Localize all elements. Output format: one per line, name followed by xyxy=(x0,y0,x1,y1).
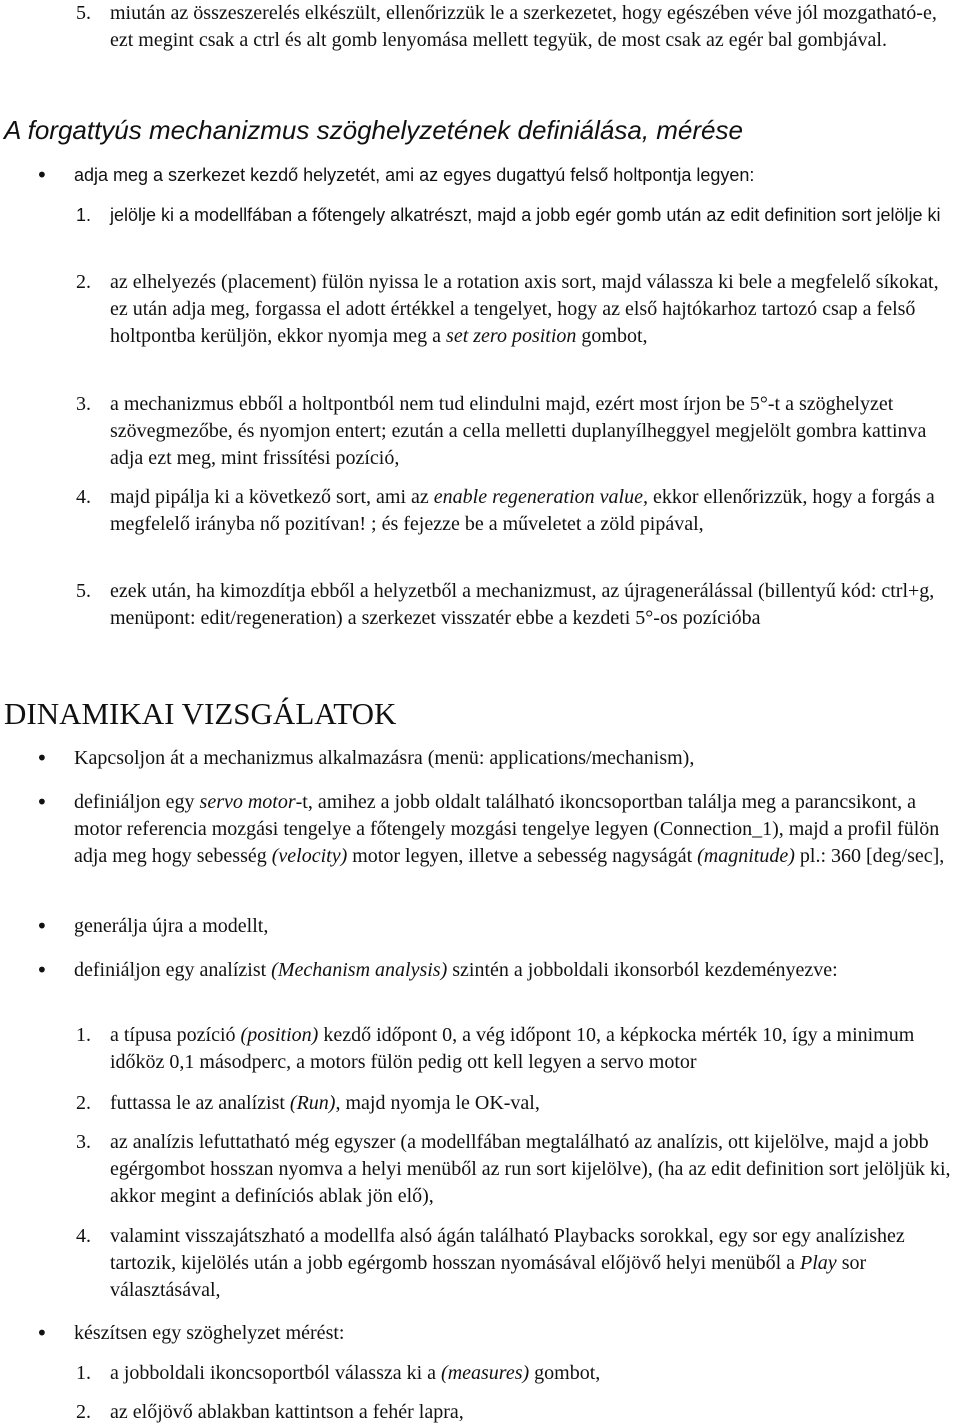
list-text xyxy=(110,484,955,538)
list-item xyxy=(0,1129,960,1210)
list-text: a mechanizmus ebből a holtpontból nem tud elindulni majd, ezért most írjon be 5°-t a szöghelyzet szövegmezőbe, és nyomjon entert; ezután a cella melletti duplanyílheggyel megjelölt gombra kattinva adja ezt meg, mint frissítési pozíció, xyxy=(110,393,927,469)
bullet-item xyxy=(0,913,960,940)
list-item xyxy=(0,391,960,472)
bullet-text: adja meg a szerkezet kezdő helyzetét, ami az egyes dugattyú felső holtpontja legyen: xyxy=(74,165,755,185)
italic-run: set zero position xyxy=(446,325,577,347)
list-item xyxy=(0,0,960,54)
text-run: majd pipálja ki a következő sort, ami az xyxy=(110,486,434,508)
text-run: definiáljon egy xyxy=(74,791,200,813)
list-item xyxy=(0,1360,960,1387)
list-text: jelölje ki a modellfában a főtengely alkatrészt, majd a jobb egér gomb után az edit definition sort jelölje ki xyxy=(110,205,941,225)
text-run: valamint visszajátszható a modellfa alsó ágán található Playbacks sorokkal, egy sor egy analízishez tartozik, kijelölés után a jobb egérgomb hosszan nyomásával előjövő helyi menüből a xyxy=(110,1225,905,1274)
bullet-icon: • xyxy=(36,914,48,938)
text-run: futtassa le az analízist xyxy=(110,1092,290,1114)
text-run: , majd nyomja le OK-val, xyxy=(335,1092,540,1114)
list-item xyxy=(0,1022,960,1076)
bullet-item xyxy=(0,1320,960,1347)
list-number: 4. xyxy=(76,1225,91,1247)
bullet-icon: • xyxy=(36,790,48,814)
italic-run: (measures) xyxy=(441,1362,530,1384)
italic-run: (Mechanism analysis) xyxy=(271,959,448,981)
list-item xyxy=(0,578,960,632)
text-run: a jobboldali ikoncsoportból válassza ki a xyxy=(110,1362,442,1384)
text-run: gombot, xyxy=(529,1362,601,1384)
list-text xyxy=(110,1223,955,1304)
list-text xyxy=(110,1399,955,1426)
text-run: pl.: 360 [deg/sec], xyxy=(794,845,945,867)
bullet-icon: • xyxy=(36,1321,48,1345)
list-item xyxy=(0,269,960,350)
list-text: miután az összeszerelés elkészült, ellenőrizzük le a szerkezetet, hogy egészében véve jól mozgatható-e, ezt megint csak a ctrl és alt gomb lenyomása mellett tegyük, de most csak az egér bal gombjával. xyxy=(110,2,937,51)
text-run: gombot, xyxy=(576,325,648,347)
list-text: ezek után, ha kimozdítja ebből a helyzetből a mechanizmust, az újragenerálással (billentyű kód: ctrl+g, menüpont: edit/regeneration) a szerkezet visszatér ebbe a kezdeti 5°-os pozícióba xyxy=(110,580,935,629)
italic-run: (position) xyxy=(240,1024,319,1046)
list-number: 1. xyxy=(76,1024,91,1046)
list-number: 5. xyxy=(76,2,91,24)
text-run: -t, amihez a jobb oldalt található ikoncsoportban találja meg a parancsikont, a motor referencia mozgási tengelye a főtengely mozgási tengelye legyen (Connection_1), majd a profil fülön adja meg hogy sebesség xyxy=(74,791,940,867)
bullet-text xyxy=(74,789,954,870)
bullet-text: készítsen egy szöghelyzet mérést: xyxy=(74,1322,345,1344)
italic-run: (velocity) xyxy=(271,845,348,867)
list-text xyxy=(110,1360,955,1387)
bullet-item xyxy=(0,957,960,984)
bullet-text: Kapcsoljon át a mechanizmus alkalmazásra (menü: applications/mechanism), xyxy=(74,747,695,769)
bullet-text: generálja újra a modellt, xyxy=(74,915,269,937)
list-number: 3. xyxy=(76,1131,91,1153)
section-heading: A forgattyús mechanizmus szöghelyzetének definiálása, mérése xyxy=(4,115,743,145)
list-item xyxy=(0,484,960,538)
italic-run: (Run) xyxy=(289,1092,336,1114)
text-run: az elhelyezés (placement) fülön nyissa le a rotation axis sort, majd válassza ki bele a megfelelő síkokat, ez után adja meg, forgassa el adott értékkel a tengelyet, hogy az első hajtókarhoz tartozó csap a felső holtpontba kerüljön, ekkor nyomja meg a xyxy=(110,271,939,347)
bullet-item xyxy=(0,162,960,189)
italic-run: servo motor xyxy=(199,791,296,813)
text-run: motor legyen, illetve a sebesség nagyságát xyxy=(347,845,698,867)
text-run: az előjövő ablakban kattintson a fehér lapra, xyxy=(110,1401,464,1423)
list-number: 2. xyxy=(76,1401,91,1423)
list-text xyxy=(110,269,955,350)
bullet-icon: • xyxy=(36,958,48,982)
italic-run: (magnitude) xyxy=(697,845,795,867)
list-item xyxy=(0,1399,960,1426)
list-item xyxy=(0,202,960,229)
text-run: sor választásával, xyxy=(110,1252,867,1301)
text-run: a típusa pozíció xyxy=(110,1024,241,1046)
bullet-item xyxy=(0,745,960,772)
list-text xyxy=(110,1022,955,1076)
italic-run: enable regeneration value, xyxy=(433,486,648,508)
list-number: 4. xyxy=(76,486,91,508)
text-run: szintén a jobboldali ikonsorból kezdeményezve: xyxy=(447,959,838,981)
list-number: 2. xyxy=(76,1092,91,1114)
bullet-icon: • xyxy=(36,163,48,187)
bullet-icon: • xyxy=(36,746,48,770)
list-number: 3. xyxy=(76,393,91,415)
list-text xyxy=(110,1090,955,1117)
list-number: 2. xyxy=(76,271,91,293)
text-run: ekkor ellenőrizzük, hogy a forgás a megfelelő irányba nő pozitívan! ; és fejezze be a műveletet a zöld pipával, xyxy=(110,486,935,535)
list-number: 5. xyxy=(76,580,91,602)
text-run: kezdő időpont 0, a vég időpont 10, a képkocka mérték 10, így a minimum időköz 0,1 másodperc, a motors fülön pedig ott kell legyen a servo motor xyxy=(110,1024,915,1073)
list-number: 1. xyxy=(76,1362,91,1384)
section-heading: DINAMIKAI VIZSGÁLATOK xyxy=(4,696,397,731)
list-item xyxy=(0,1223,960,1304)
bullet-item xyxy=(0,789,960,870)
list-item xyxy=(0,1090,960,1117)
text-run: definiáljon egy analízist xyxy=(74,959,272,981)
list-number: 1. xyxy=(76,205,92,225)
bullet-text xyxy=(74,957,954,984)
list-text xyxy=(110,1129,955,1210)
text-run: az analízis lefuttatható még egyszer (a modellfában megtalálható az analízis, ott kijelölve, majd a jobb egérgombot hosszan nyomva a helyi menüből az run sort kijelölve), (ha az edit definition sort jelöljük ki, akkor megint a definíciós ablak jön elő), xyxy=(110,1131,951,1207)
italic-run: Play xyxy=(800,1252,837,1274)
